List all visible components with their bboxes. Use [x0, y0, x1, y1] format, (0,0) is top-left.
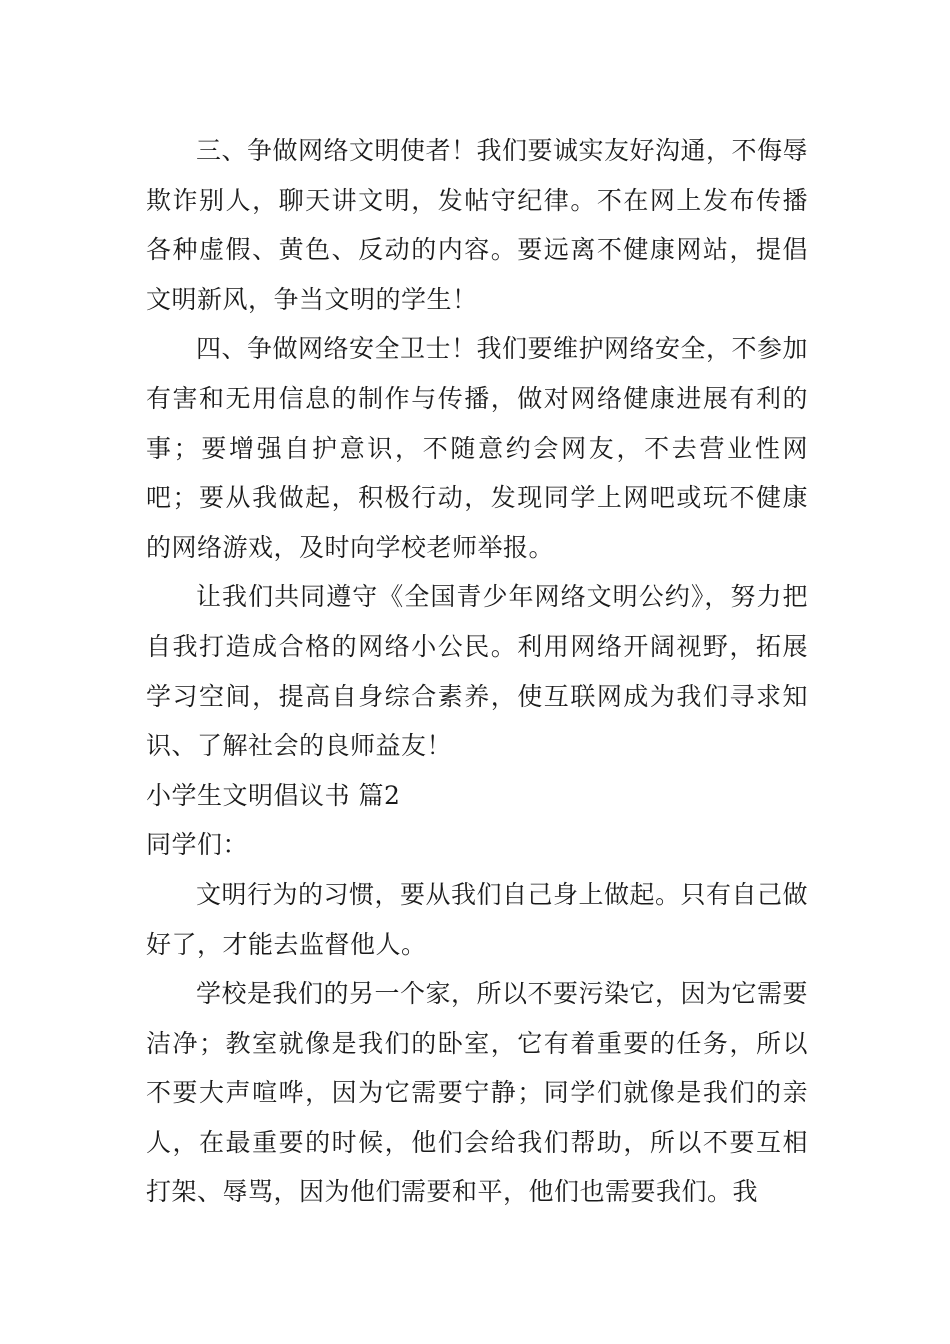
document-body [146, 126, 808, 1217]
paragraph-habits: 文明行为的习惯，要从我们自己身上做起。只有自己做好了，才能去监督他人。 [146, 879, 809, 959]
salutation: 同学们： [146, 830, 249, 860]
paragraph-convention: 让我们共同遵守《全国青少年网络文明公约》，努力把自我打造成合格的网络小公民。利用网络开阔视野，拓展学习空间，提高自身综合素养，使互联网成为我们寻求知识、了解社会的良师益友！ [146, 582, 808, 761]
paragraph-school-home: 学校是我们的另一个家，所以不要污染它，因为它需要洁净；教室就像是我们的卧室，它有着重要的任务，所以不要大声喧哗，因为它需要宁静；同学们就像是我们的亲人，在最重要的时候，他们会给我们帮助，所以不要互相打架、辱骂，因为他们需要和平，他们也需要我们。我 [146, 979, 809, 1207]
paragraph-security-guard: 四、争做网络安全卫士！我们要维护网络安全，不参加有害和无用信息的制作与传播，做对网络健康进展有利的事；要增强自护意识，不随意约会网友，不去营业性网吧；要从我做起，积极行动，发现同学上网吧或玩不健康的网络游戏，及时向学校老师举报。 [146, 334, 809, 562]
section-heading: 小学生文明倡议书 篇2 [146, 780, 401, 810]
paragraph-civility-messenger: 三、争做网络文明使者！我们要诚实友好沟通，不侮辱欺诈别人，聊天讲文明，发帖守纪律。不在网上发布传播各种虚假、黄色、反动的内容。要远离不健康网站，提倡文明新风，争当文明的学生！ [146, 136, 809, 314]
